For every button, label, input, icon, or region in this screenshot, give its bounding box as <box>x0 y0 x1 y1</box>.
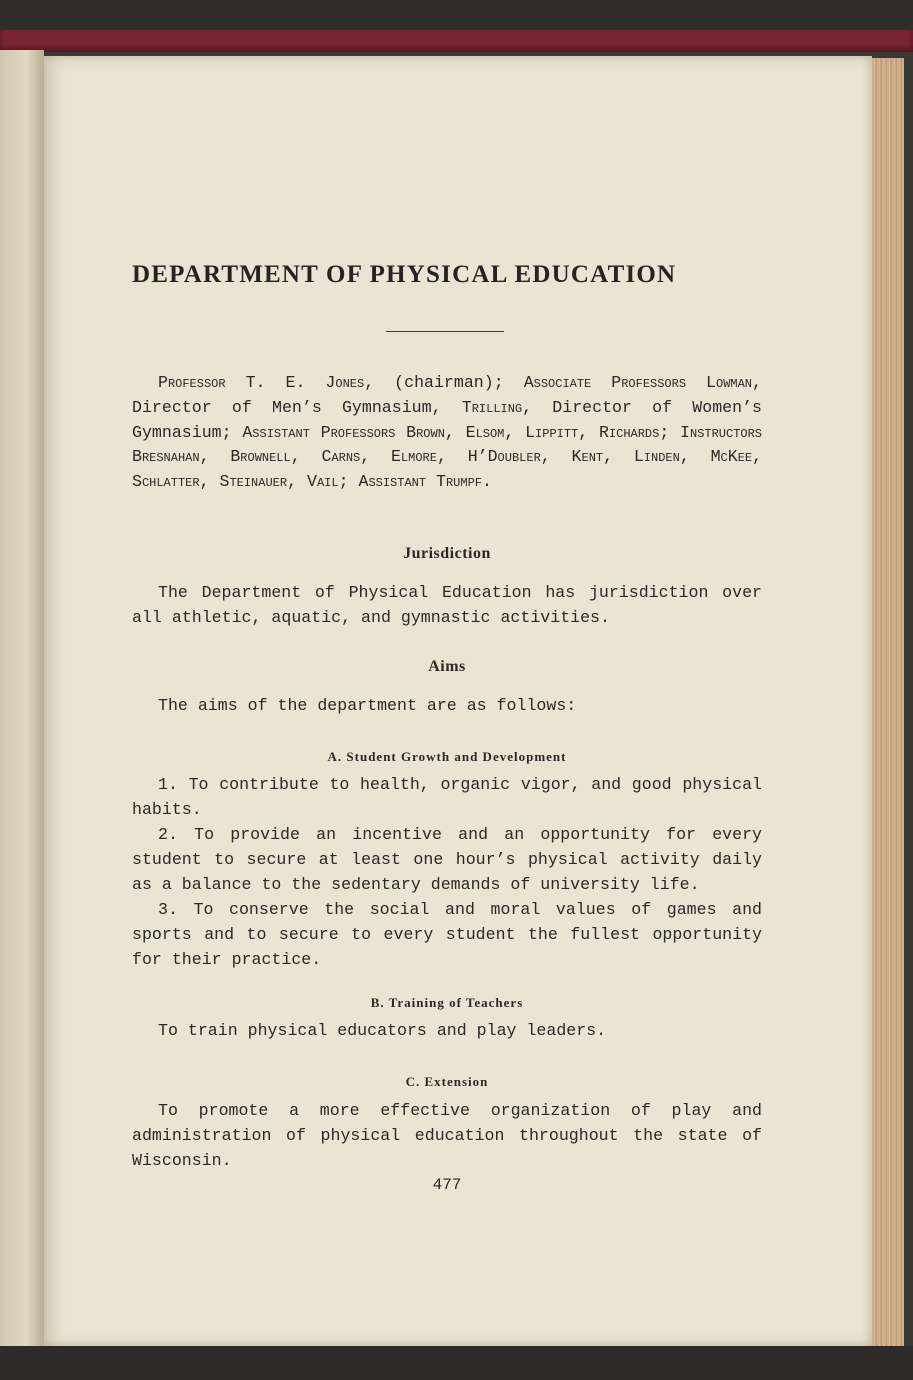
staff-name: Elsom <box>465 422 505 442</box>
book-spine-edge <box>0 30 913 52</box>
staff-text: , <box>578 422 599 442</box>
staff-text: , <box>752 447 763 467</box>
facing-page-edge <box>0 50 44 1350</box>
jurisdiction-text: The Department of Physical Education has jurisdiction over all athletic, aquatic, and gymnastic activities. <box>132 583 762 627</box>
staff-text: , <box>603 447 634 467</box>
staff-text: , <box>287 472 307 492</box>
staff-text: , <box>436 447 468 467</box>
staff-text: , <box>504 422 526 442</box>
staff-text: , <box>199 447 231 467</box>
staff-paragraph <box>132 371 762 495</box>
staff-name: Elmore <box>390 447 437 467</box>
section-c-heading: C. Extension <box>405 1074 489 1089</box>
page-stack-edge <box>868 58 904 1346</box>
staff-text: , <box>444 422 466 442</box>
aim-1: 1. To contribute to health, organic vigor, and good physical habits. <box>132 775 762 819</box>
aim-3: 3. To conserve the social and moral values of games and sports and to secure to every student the fullest opportunity for their practice. <box>132 900 762 969</box>
staff-text: ; <box>338 472 359 492</box>
staff-text: . <box>481 472 492 492</box>
staff-text: , <box>679 447 711 467</box>
scan-top-background <box>0 0 913 32</box>
staff-name: Kent <box>571 447 604 467</box>
book-page <box>44 56 872 1346</box>
staff-name: Assistant Professors Brown <box>242 422 445 442</box>
aim-2: 2. To provide an incentive and an opportunity for every student to secure at least one hour’s physical activity daily as a balance to the sedentary demands of university life. <box>132 825 762 894</box>
staff-name: Vail <box>307 472 339 492</box>
staff-name: Lippitt <box>525 422 579 442</box>
scan-bottom-background <box>0 1346 913 1380</box>
section-c-text: To promote a more effective organization of play and administration of physical education throughout the state of Wisconsin. <box>132 1101 762 1170</box>
staff-text: , <box>540 447 572 467</box>
staff-name: Lowman <box>706 373 753 392</box>
staff-text <box>686 373 706 392</box>
staff-text: , <box>199 472 220 492</box>
staff-name: Steinauer <box>219 472 288 492</box>
page-title: DEPARTMENT OF PHYSICAL EDUCATION <box>132 261 677 288</box>
section-b-text: To train physical educators and play leaders. <box>158 1021 607 1040</box>
section-a-heading: A. Student Growth and Development <box>327 749 567 764</box>
staff-text: , (chairman); <box>364 373 524 392</box>
title-divider <box>386 331 504 332</box>
aims-heading: Aims <box>428 658 466 675</box>
staff-name: Richards <box>598 422 660 442</box>
staff-text: , Director of Men’s Gymnasium, <box>132 373 762 417</box>
staff-name: Associate Professors <box>523 373 687 392</box>
staff-name: Brownell <box>230 447 291 467</box>
staff-text: , <box>360 447 391 467</box>
staff-name: Assistant Trumpf <box>358 472 482 492</box>
staff-text: , <box>290 447 322 467</box>
staff-name: H’Doubler <box>467 447 541 467</box>
staff-name: Instructors Bresnahan <box>132 422 763 467</box>
staff-name: Schlatter <box>132 472 200 492</box>
staff-text: ; <box>659 422 681 442</box>
staff-name: McKee <box>710 447 753 467</box>
page-number: 477 <box>432 1176 462 1194</box>
jurisdiction-heading: Jurisdiction <box>403 545 491 562</box>
section-b-heading: B. Training of Teachers <box>370 995 524 1010</box>
staff-text: T. E. <box>225 373 326 392</box>
staff-name: Professor <box>158 373 226 392</box>
aims-intro: The aims of the department are as follows: <box>158 696 577 715</box>
staff-name: Jones <box>325 373 365 392</box>
staff-name: Carns <box>321 447 361 467</box>
staff-name: Trilling <box>461 397 523 417</box>
staff-text: , Director of Women’s Gymnasium; <box>132 397 762 442</box>
staff-name: Linden <box>633 447 680 467</box>
